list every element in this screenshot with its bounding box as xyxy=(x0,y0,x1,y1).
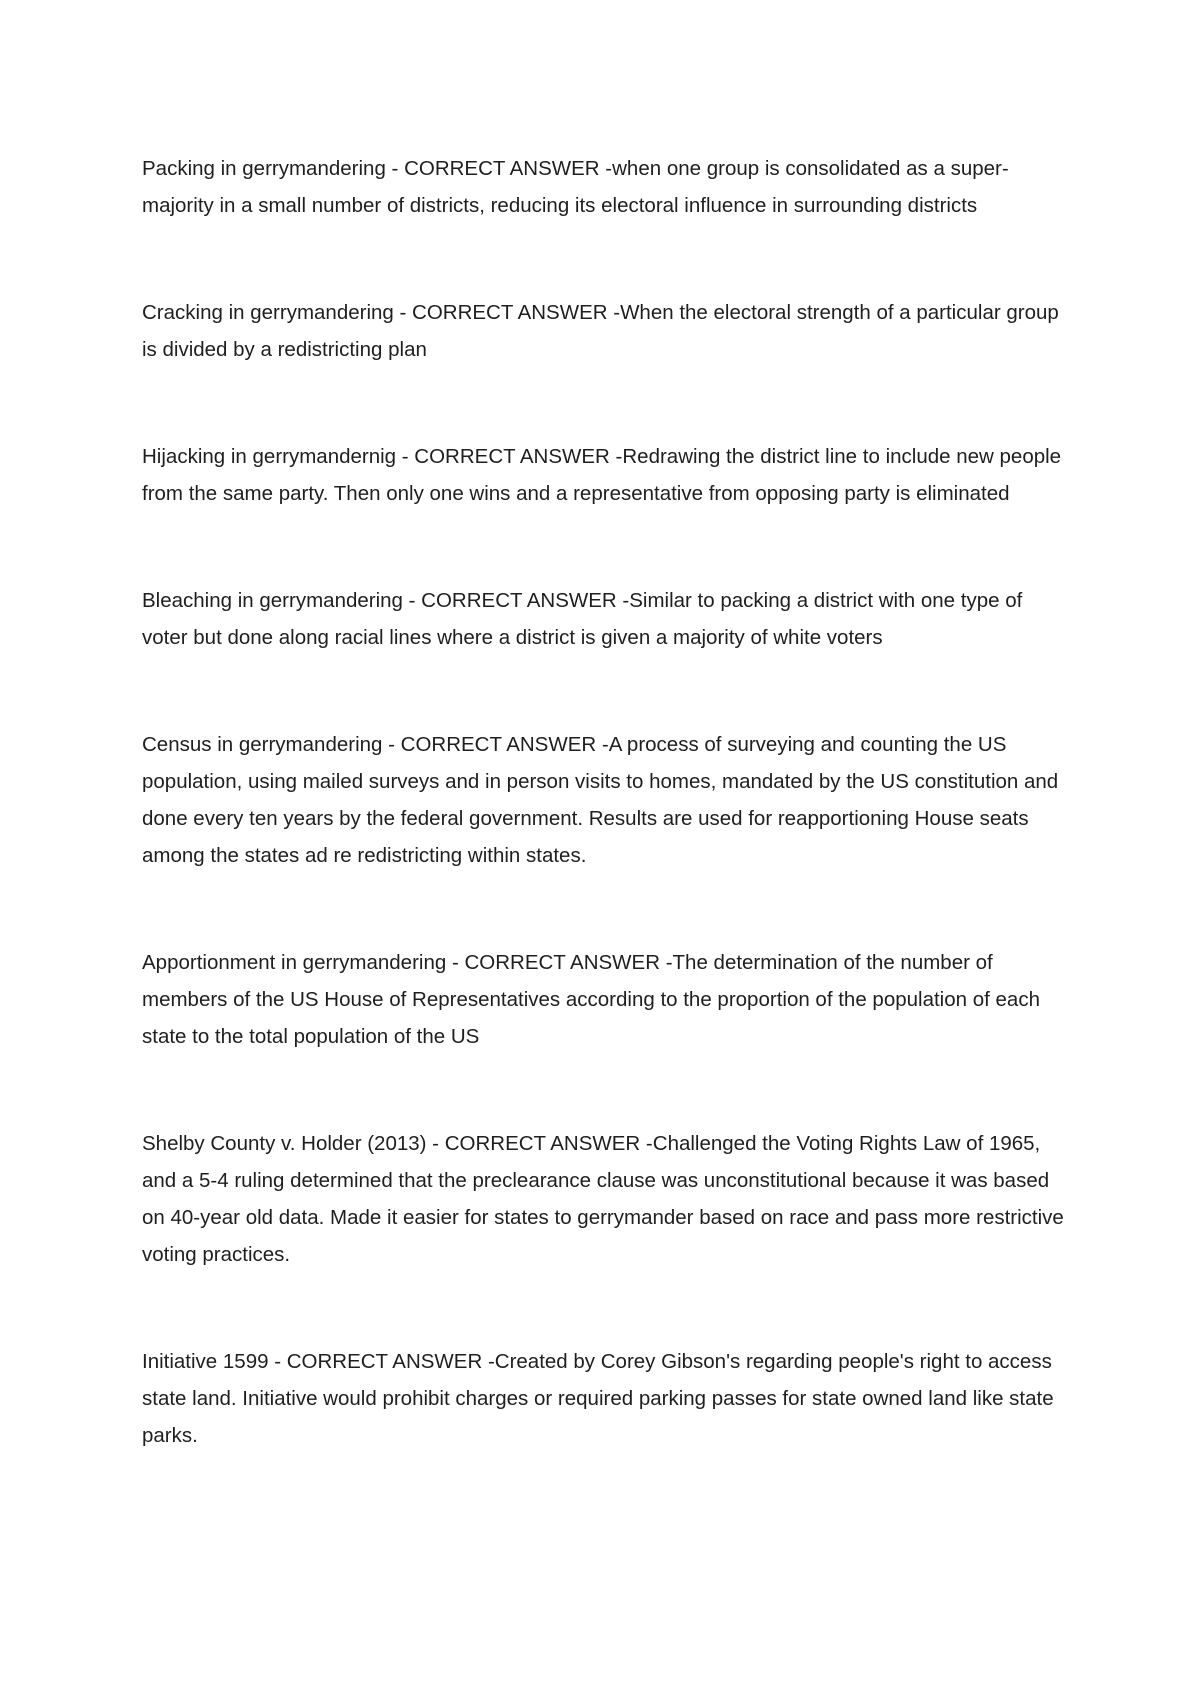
entry-apportionment: Apportionment in gerrymandering - CORRECT ANSWER -The determination of the number of members of the US House of Representatives according to the proportion of the population of each state to the total population of the US xyxy=(142,951,1040,1048)
entry-initiative-1599: Initiative 1599 - CORRECT ANSWER -Created by Corey Gibson's regarding people's right to access state land. Initiative would prohibit charges or required parking passes for state owned land like state parks. xyxy=(142,1350,1054,1447)
entry-census: Census in gerrymandering - CORRECT ANSWER -A process of surveying and counting the US population, using mailed surveys and in person visits to homes, mandated by the US constitution and done every ten years by the federal government. Results are used for reapportioning House seats among the states ad re redistricting within states. xyxy=(142,733,1059,867)
entry-packing: Packing in gerrymandering - CORRECT ANSWER -when one group is consolidated as a super-majority in a small number of districts, reducing its electoral influence in surrounding districts xyxy=(142,157,1009,217)
entry-shelby-county: Shelby County v. Holder (2013) - CORRECT ANSWER -Challenged the Voting Rights Law of 1965, and a 5-4 ruling determined that the preclearance clause was unconstitutional because it was based on 40-year old data. Made it easier for states to gerrymander based on race and pass more restrictive voting practices. xyxy=(142,1132,1064,1266)
entry-cracking: Cracking in gerrymandering - CORRECT ANSWER -When the electoral strength of a particular group is divided by a redistricting plan xyxy=(142,301,1059,361)
entry-hijacking: Hijacking in gerrymandernig - CORRECT ANSWER -Redrawing the district line to include new people from the same party. Then only one wins and a representative from opposing party is eliminated xyxy=(142,445,1062,505)
entry-bleaching: Bleaching in gerrymandering - CORRECT ANSWER -Similar to packing a district with one type of voter but done along racial lines where a district is given a majority of white voters xyxy=(142,589,1023,649)
flashcard-list xyxy=(142,150,1072,1524)
